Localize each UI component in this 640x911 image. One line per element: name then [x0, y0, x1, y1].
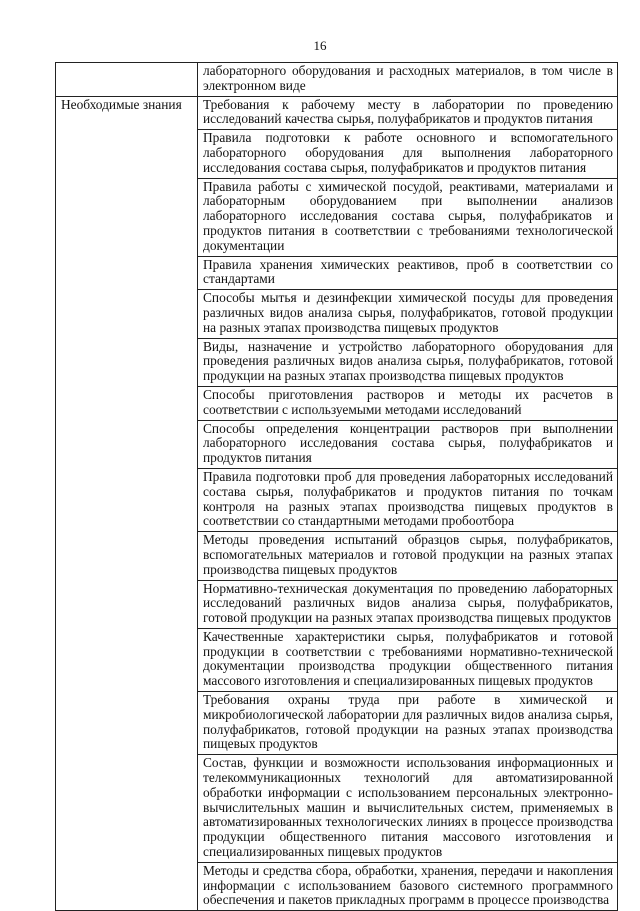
table-row — [56, 63, 618, 97]
section-label-cell: Необходимые знания — [56, 96, 198, 911]
row-text-cell: лабораторного оборудования и расходных материалов, в том числе в электронном виде — [198, 63, 618, 97]
knowledge-item: Правила подготовки проб для проведения лабораторных исследований состава сырья, полуфабрикатов и продуктов питания по точкам контроля на разных этапах производства пищевых продуктов в соответствии со стандартными методами пробоотбора — [198, 468, 618, 531]
knowledge-item: Методы и средства сбора, обработки, хранения, передачи и накопления информации с использованием базового системного программного обеспечения и пакетов прикладных программ в процессе производства — [198, 862, 618, 910]
table-row — [56, 96, 618, 130]
page-number: 16 — [313, 38, 327, 53]
knowledge-item: Состав, функции и возможности использования информационных и телекоммуникационных технологий для автоматизированной обработки информации с использованием персональных электронно-вычислительных машин и вычислительных систем, применяемых в автоматизированных технологических линиях в процессе производства продукции общественного питания массового изготовления и специализированных пищевых продуктов — [198, 755, 618, 863]
knowledge-item: Правила хранения химических реактивов, проб в соответствии со стандартами — [198, 256, 618, 290]
knowledge-item: Качественные характеристики сырья, полуфабрикатов и готовой продукции в соответствии с требованиями нормативно-технической документации производства продукции общественного питания массового изготовления и специализированных пищевых продуктов — [198, 628, 618, 691]
knowledge-item: Методы проведения испытаний образцов сырья, полуфабрикатов, вспомогательных материалов и готовой продукции на разных этапах производства пищевых продуктов — [198, 532, 618, 580]
knowledge-item: Правила подготовки к работе основного и вспомогательного лабораторного оборудования для выполнения лабораторного исследования состава сырья, полуфабрикатов и продуктов питания — [198, 130, 618, 178]
knowledge-item: Способы определения концентрации растворов при выполнении лабораторного исследования состава сырья, полуфабрикатов и продуктов питания — [198, 420, 618, 468]
knowledge-item: Нормативно-техническая документация по проведению лабораторных исследований различных видов анализа сырья, полуфабрикатов, готовой продукции на разных этапах производства пищевых продуктов — [198, 580, 618, 628]
knowledge-item: Виды, назначение и устройство лабораторного оборудования для проведения различных видов анализа сырья, полуфабрикатов, готовой продукции на разных этапах производства пищевых продуктов — [198, 338, 618, 386]
knowledge-table — [55, 62, 618, 911]
row-label-cell — [56, 63, 198, 97]
knowledge-item: Способы приготовления растворов и методы их расчетов в соответствии с используемыми методами исследований — [198, 386, 618, 420]
knowledge-item: Требования охраны труда при работе в химической и микробиологической лаборатории для различных видов анализа сырья, полуфабрикатов, готовой продукции на разных этапах производства пищевых продуктов — [198, 692, 618, 755]
knowledge-item: Требования к рабочему месту в лаборатории по проведению исследований качества сырья, полуфабрикатов и продуктов питания — [198, 96, 618, 130]
knowledge-item: Способы мытья и дезинфекции химической посуды для проведения различных видов анализа сырья, полуфабрикатов, готовой продукции на разных этапах производства пищевых продуктов — [198, 290, 618, 338]
knowledge-item: Правила работы с химической посудой, реактивами, материалами и лабораторным оборудованием при выполнении анализов лабораторного исследования состава сырья, полуфабрикатов и продуктов питания в соответствии с требованиями технологической документации — [198, 178, 618, 256]
knowledge-table-body — [56, 63, 618, 911]
